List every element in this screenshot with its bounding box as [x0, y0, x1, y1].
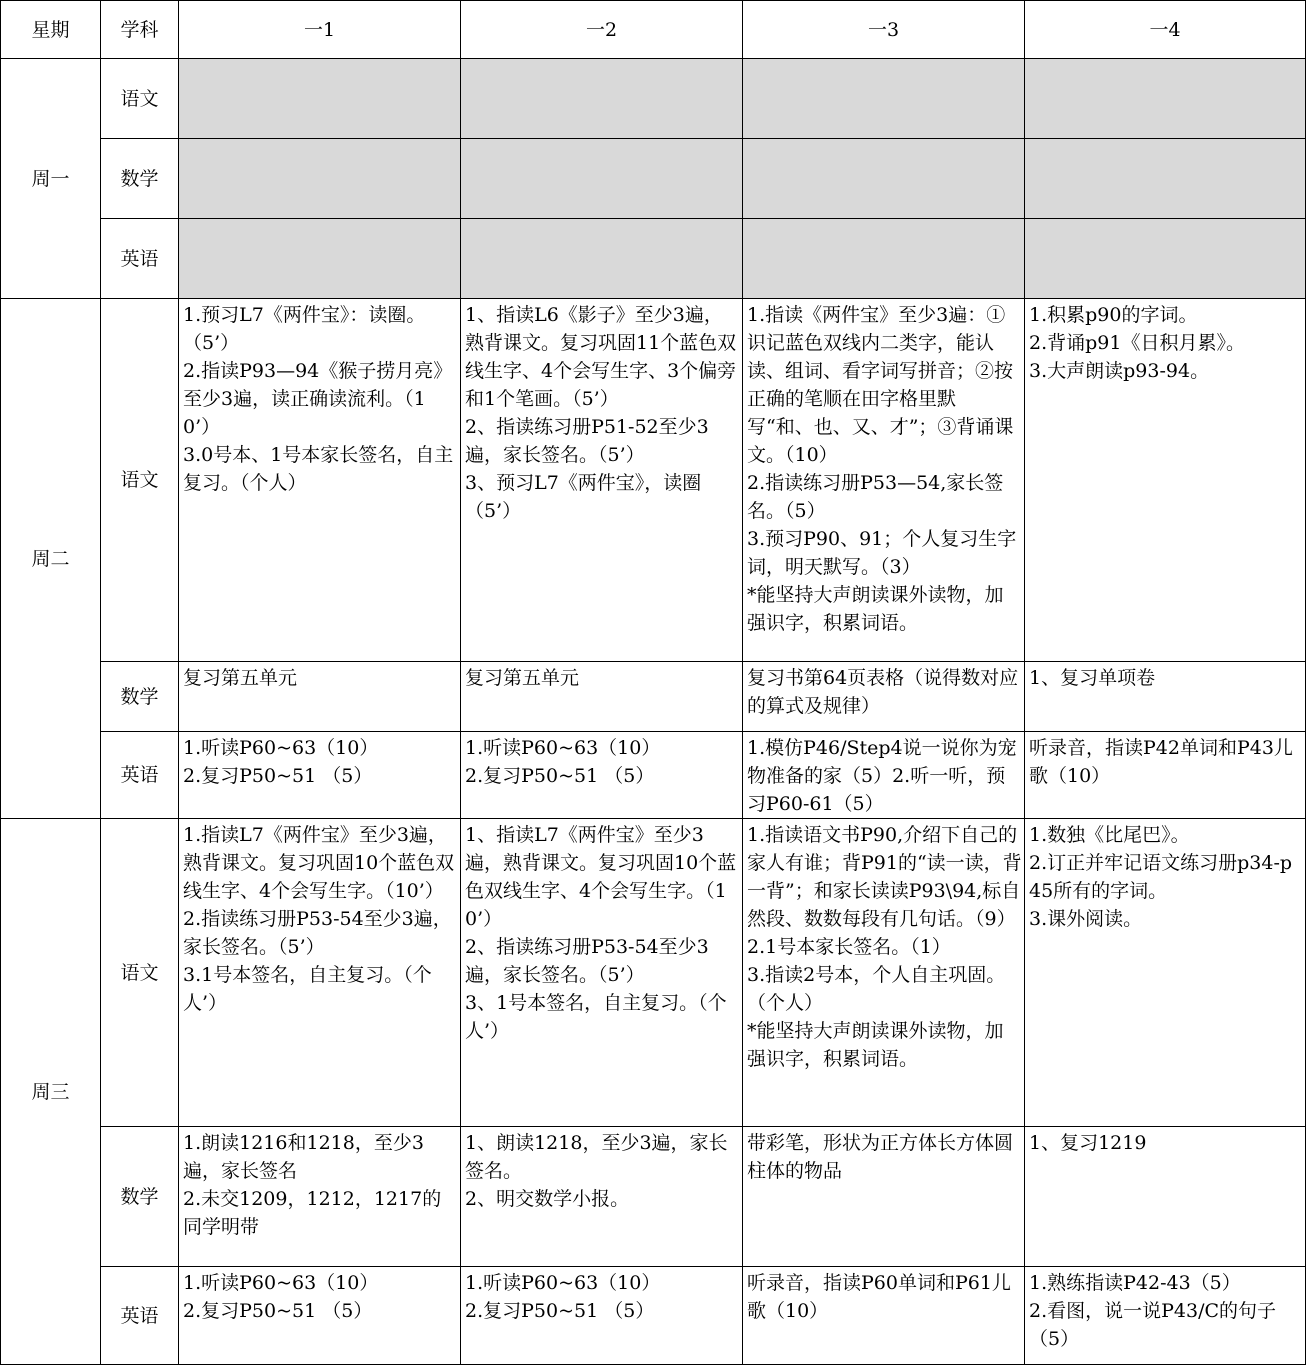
table-row: [1, 219, 1306, 299]
homework-cell: [179, 139, 461, 219]
homework-cell: 1、复习1219: [1025, 1127, 1306, 1267]
table-row: [1, 1127, 1306, 1267]
homework-cell: 1、指读L6《影子》至少3遍，熟背课文。复习巩固11个蓝色双线生字、4个会写生字、3个偏旁和1个笔画。（5’） 2、指读练习册P51-52至少3遍，家长签名。（5’） 3、预习L7《两件宝》，读圈（5’）: [461, 299, 743, 662]
header-row: [1, 1, 1306, 59]
header-subject: 学科: [101, 1, 179, 59]
header-class-2: 一2: [461, 1, 743, 59]
homework-cell: 1、复习单项卷: [1025, 662, 1306, 732]
homework-cell: [743, 219, 1025, 299]
header-day: 星期: [1, 1, 101, 59]
homework-cell: 听录音，指读P60单词和P61儿歌（10）: [743, 1267, 1025, 1365]
homework-cell: [461, 219, 743, 299]
subject-label: 语文: [101, 819, 179, 1127]
homework-cell: [1025, 59, 1306, 139]
subject-label: 语文: [101, 299, 179, 662]
homework-cell: 复习书第64页表格（说得数对应的算式及规律）: [743, 662, 1025, 732]
homework-cell: [179, 219, 461, 299]
homework-cell: 1.听读P60~63（10） 2.复习P50~51 （5）: [461, 1267, 743, 1365]
table-row: [1, 59, 1306, 139]
homework-cell: [179, 59, 461, 139]
homework-cell: 1、指读L7《两件宝》至少3遍，熟背课文。复习巩固10个蓝色双线生字、4个会写生字。（10’） 2、指读练习册P53-54至少3遍，家长签名。（5’） 3、1号本签名，自主复习。（个人’）: [461, 819, 743, 1127]
homework-cell: 听录音，指读P42单词和P43儿歌（10）: [1025, 732, 1306, 819]
subject-label: 语文: [101, 59, 179, 139]
homework-cell: 1.数独《比尾巴》。 2.订正并牢记语文练习册p34-p45所有的字词。 3.课外阅读。: [1025, 819, 1306, 1127]
homework-cell: 1.模仿P46/Step4说一说你为宠物准备的家（5）2.听一听，预习P60-61（5）: [743, 732, 1025, 819]
table-row: [1, 139, 1306, 219]
homework-cell: [461, 139, 743, 219]
day-label-monday: 周一: [1, 59, 101, 299]
homework-cell: 1.指读《两件宝》至少3遍：①识记蓝色双线内二类字，能认读、组词、看字词写拼音；②按正确的笔顺在田字格里默写“和、也、又、才”；③背诵课文。（10） 2.指读练习册P53—54,家长签名。（5） 3.预习P90、91；个人复习生字词，明天默写。（3） *能坚持大声朗读课外读物，加强识字，积累词语。: [743, 299, 1025, 662]
table-row: [1, 732, 1306, 819]
homework-cell: [743, 59, 1025, 139]
homework-cell: 复习第五单元: [179, 662, 461, 732]
day-label-tuesday: 周二: [1, 299, 101, 819]
table-row: [1, 299, 1306, 662]
homework-cell: 复习第五单元: [461, 662, 743, 732]
subject-label: 数学: [101, 1127, 179, 1267]
homework-cell: 1.听读P60~63（10） 2.复习P50~51 （5）: [179, 1267, 461, 1365]
homework-cell: [461, 59, 743, 139]
homework-cell: [743, 139, 1025, 219]
header-class-3: 一3: [743, 1, 1025, 59]
table-row: [1, 819, 1306, 1127]
header-class-1: 一1: [179, 1, 461, 59]
homework-cell: 1.熟练指读P42-43（5） 2.看图，说一说P43/C的句子（5）: [1025, 1267, 1306, 1365]
subject-label: 英语: [101, 732, 179, 819]
homework-cell: 1.预习L7《两件宝》：读圈。（5’） 2.指读P93—94《猴子捞月亮》至少3遍，读正确读流利。（10’） 3.0号本、1号本家长签名，自主复习。（个人）: [179, 299, 461, 662]
homework-cell: 1.积累p90的字词。 2.背诵p91《日积月累》。 3.大声朗读p93-94。: [1025, 299, 1306, 662]
homework-cell: [1025, 219, 1306, 299]
subject-label: 数学: [101, 139, 179, 219]
homework-cell: 1、朗读1218，至少3遍，家长签名。 2、明交数学小报。: [461, 1127, 743, 1267]
header-class-4: 一4: [1025, 1, 1306, 59]
day-label-wednesday: 周三: [1, 819, 101, 1365]
homework-cell: 1.听读P60~63（10） 2.复习P50~51 （5）: [461, 732, 743, 819]
subject-label: 英语: [101, 219, 179, 299]
homework-cell: 1.听读P60~63（10） 2.复习P50~51 （5）: [179, 732, 461, 819]
table-row: [1, 662, 1306, 732]
homework-cell: 1.指读L7《两件宝》至少3遍，熟背课文。复习巩固10个蓝色双线生字、4个会写生字。（10’） 2.指读练习册P53-54至少3遍，家长签名。（5’） 3.1号本签名，自主复习。（个人’）: [179, 819, 461, 1127]
homework-cell: 1.朗读1216和1218，至少3遍，家长签名 2.未交1209，1212，1217的同学明带: [179, 1127, 461, 1267]
homework-cell: 带彩笔，形状为正方体长方体圆柱体的物品: [743, 1127, 1025, 1267]
homework-cell: [1025, 139, 1306, 219]
subject-label: 英语: [101, 1267, 179, 1365]
subject-label: 数学: [101, 662, 179, 732]
homework-cell: 1.指读语文书P90,介绍下自己的家人有谁；背P91的“读一读，背一背”；和家长读读P93\94,标自然段、数数每段有几句话。（9） 2.1号本家长签名。（1） 3.指读2号本，个人自主巩固。（个人） *能坚持大声朗读课外读物，加强识字，积累词语。: [743, 819, 1025, 1127]
table-row: [1, 1267, 1306, 1365]
